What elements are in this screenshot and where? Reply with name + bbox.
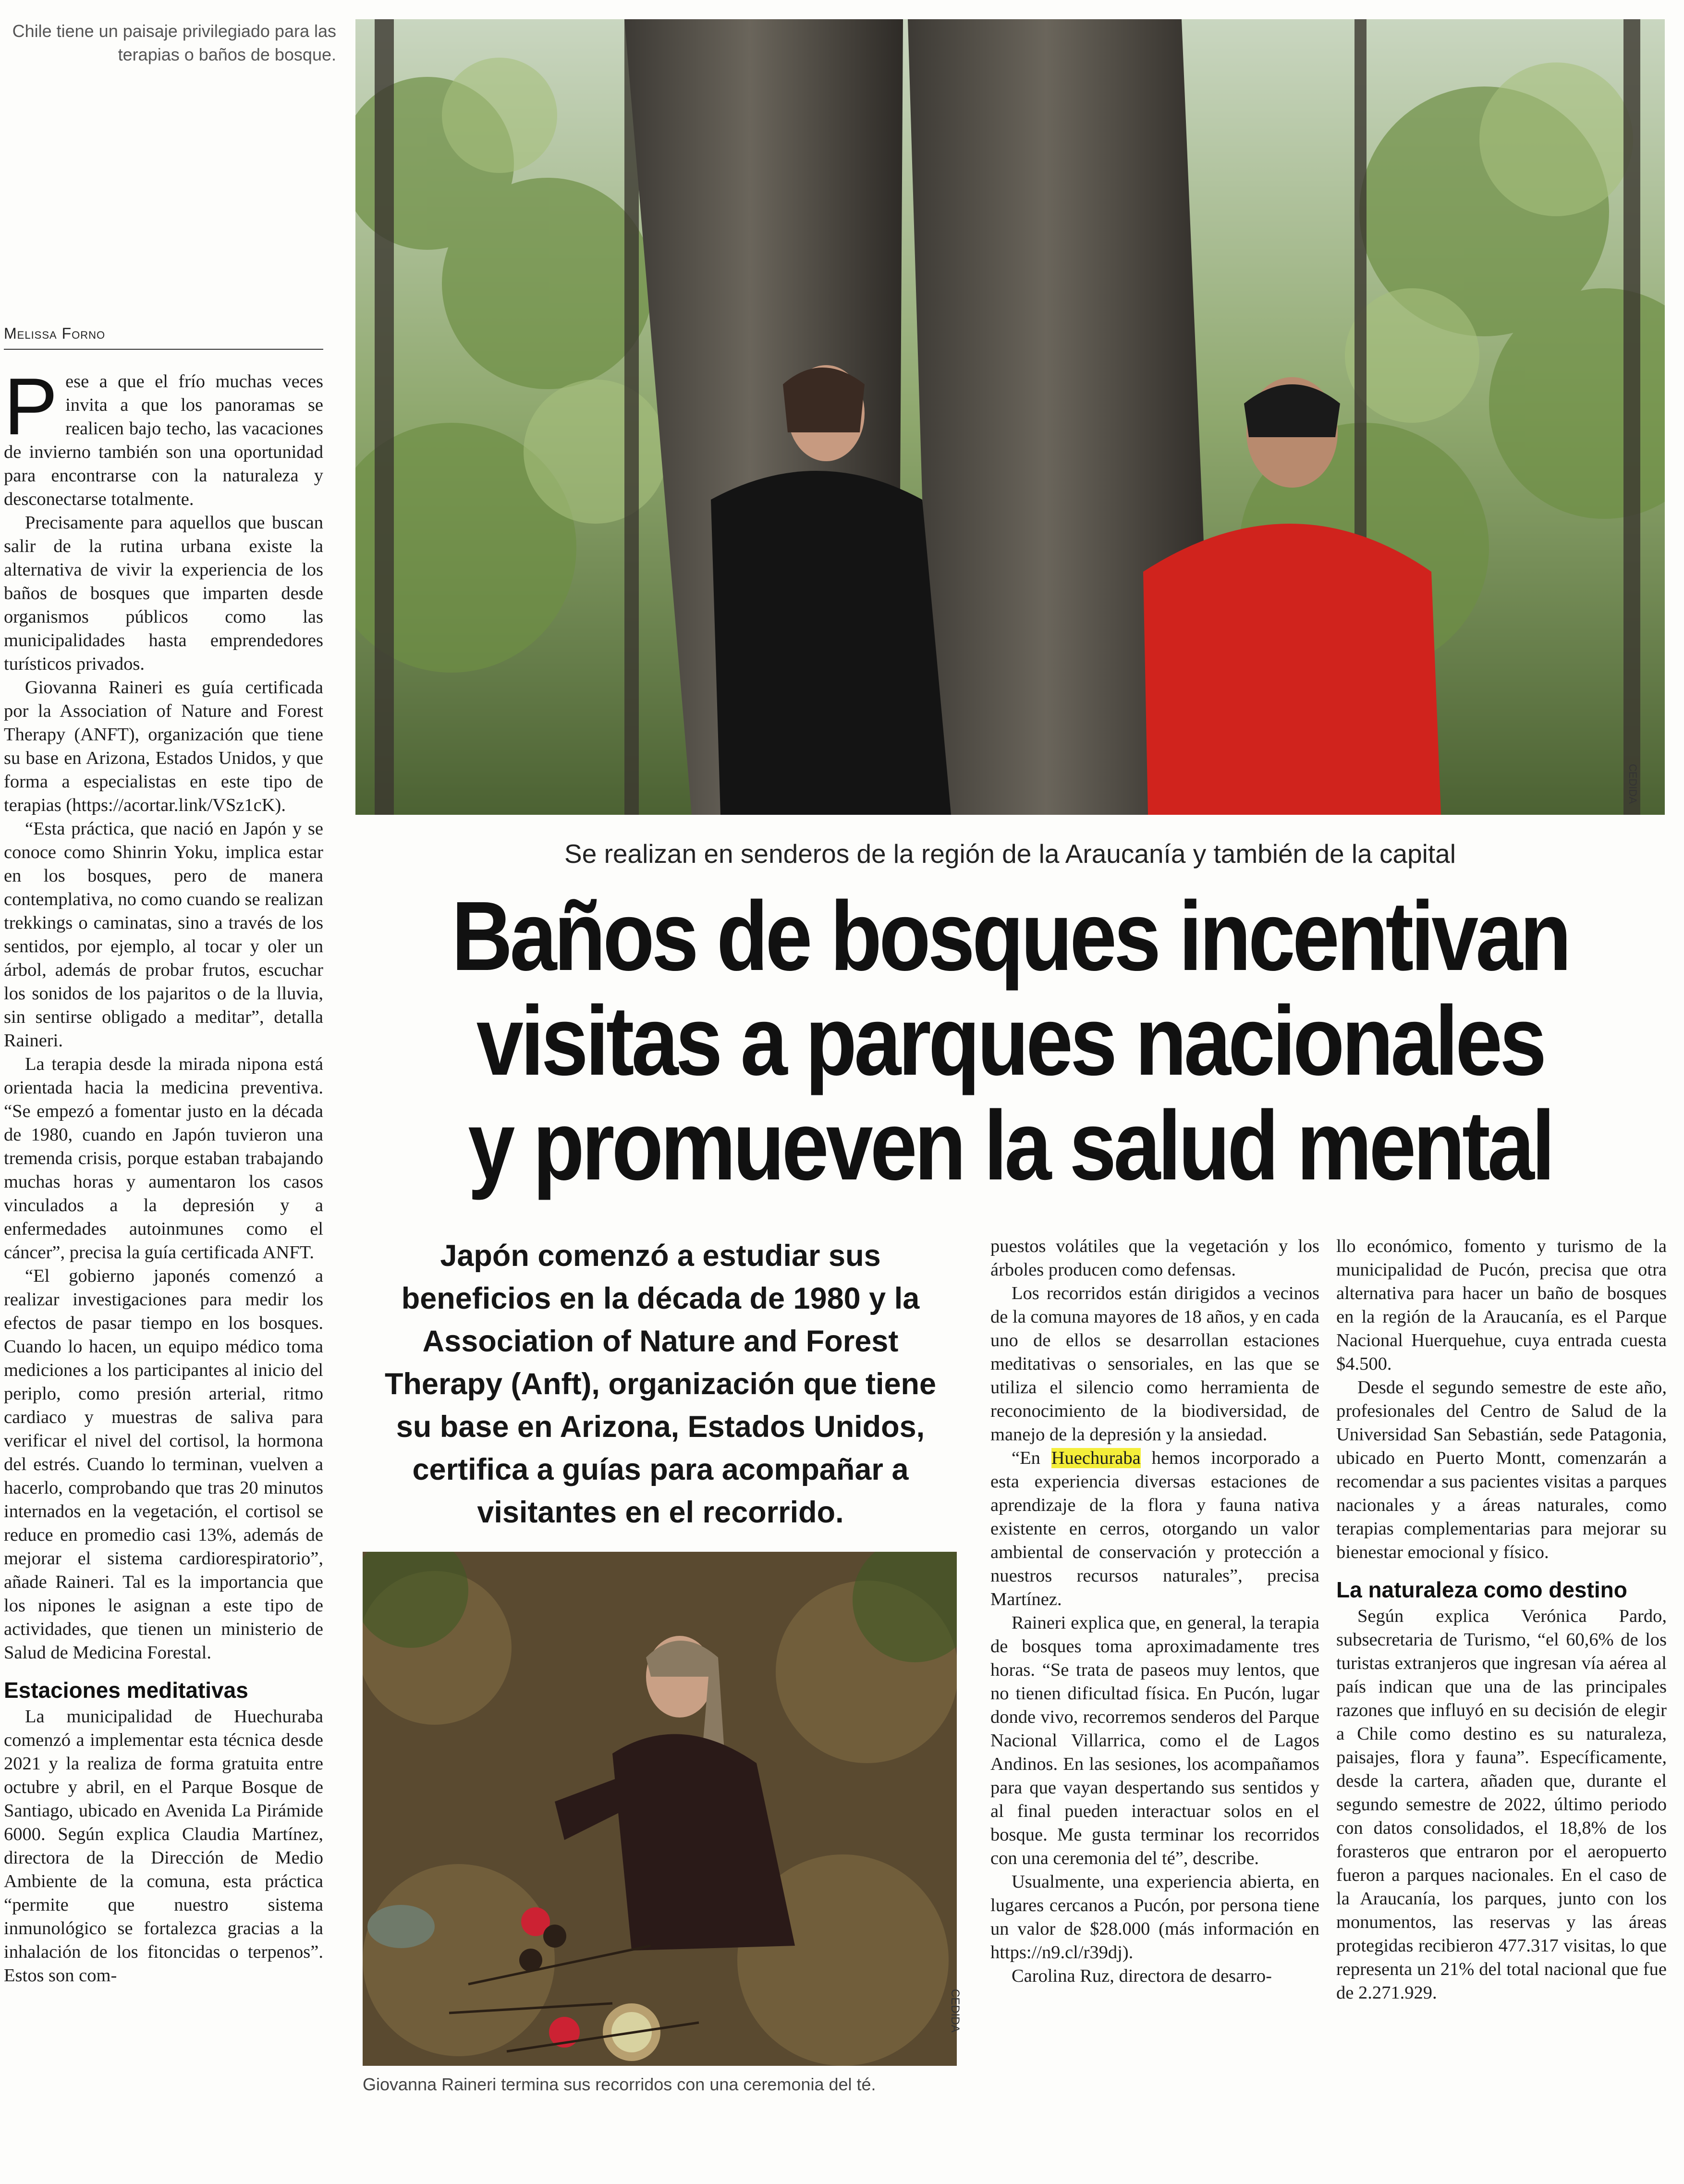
paragraph: Desde el segundo semestre de este año, profesionales del Centro de Salud de la Universidad San Sebastián, sede Patagonia, ubicado en Puerto Montt, comenzarán a recomendar a sus pacientes visitas a parques nacionales y a áreas naturales, como terapias complementarias para mejorar su bienestar emocional y físico.	[1336, 1377, 1667, 1562]
paragraph: Raineri explica que, en general, la terapia de bosques toma aproximadamente tres horas. “Se trata de paseos muy lentos, que no tienen dificultad física. En Pucón, lugar donde vivo, recorremos senderos del Parque Nacional Villarrica, como el de Lagos Andinos. En las sesiones, los acompañamos para que vayan despertando sus sentidos y al final pueden interactuar solos en el bosque. Me gusta terminar los recorridos con una ceremonia del té”, describe.	[990, 1613, 1319, 1868]
paragraph: “El gobierno japonés comenzó a realizar investigaciones para medir los efectos de pasar tiempo en los bosques. Cuando lo hacen, un equipo médico toma mediciones a los participantes al inicio del periplo, como presión arterial, ritmo cardiaco y muestras de saliva para verificar el nivel del cortisol, la hormona del estrés. Cuando lo terminan, vuelven a hacerlo, comprobando que tras 20 minutos internados en la vegetación, el cortisol se reduce en promedio casi 13%, además de mejorar el sistema cardiorespiratorio”, añade Raineri. Tal es la importancia que los nipones le asignan a este tipo de actividades, que tienen un ministerio de Salud de Medicina Forestal.	[4, 1266, 323, 1663]
text: “En	[1012, 1448, 1051, 1468]
tea-ceremony-photo-illustration	[363, 1552, 957, 2066]
byline-name: Melissa Forno	[4, 325, 106, 342]
subheading: Estaciones meditativas	[4, 1678, 248, 1703]
paragraph: Usualmente, una experiencia abierta, en lugares cercanos a Pucón, por persona tiene un valor de $28.000 (más información en https://n9.cl/r39dj).	[990, 1872, 1319, 1963]
paragraph: Los recorridos están dirigidos a vecinos de la comuna mayores de 18 años, y en cada uno de ellos se desarrollan estaciones meditativas o sensoriales, en las que se utiliza el silencio como herramienta de reconocimiento de la biodiversidad, de manejo de la depresión y la ansiedad.	[990, 1283, 1319, 1445]
photo-credit: CEDIDA	[1627, 764, 1639, 804]
photo-caption: Giovanna Raineri termina sus recorridos con una ceremonia del té.	[363, 2074, 876, 2094]
paragraph: Precisamente para aquellos que buscan salir de la rutina urbana existe la alternativa de vivir la experiencia de los baños de bosques que imparten desde organismos públicos como las municipalidades hasta emprendedores turísticos privados.	[4, 513, 323, 674]
paragraph: puestos volátiles que la vegetación y los árboles producen como defensas.	[990, 1236, 1319, 1280]
article-column-4	[1336, 1235, 1667, 2005]
paragraph	[990, 1447, 1319, 1611]
deck: Japón comenzó a estudiar sus beneficios en la década de 1980 y la Association of Nature and Forest Therapy (Anft), organización que tiene su base en Arizona, Estados Unidos, certifica a guías para acompañar a visitantes en el recorrido.	[384, 1239, 937, 1529]
paragraph: Pese a que el frío muchas veces invita a que los panoramas se realicen bajo techo, las vacaciones de invierno también son una oportunidad para encontrarse con la naturaleza y desconectarse totalmente.	[4, 361, 323, 509]
highlighted-text: Huechuraba	[1051, 1448, 1141, 1468]
hero-photo	[355, 19, 1665, 815]
subheading: La naturaleza como destino	[1336, 1577, 1627, 1602]
byline	[4, 325, 323, 350]
paragraph: La terapia desde la mirada nipona está orientada hacia la medicina preventiva. “Se empezó a fomentar justo en la década de 1980, cuando en Japón tuvieron una tremenda crisis, porque estaban trabajando muchas horas y aumentaron los casos vinculados a la depresión y a enfermedades autoinmunes como el cáncer”, precisa la guía certificada ANFT.	[4, 1054, 323, 1263]
photo-caption: Chile tiene un paisaje privilegiado para las terapias o baños de bosque.	[12, 21, 336, 64]
paragraph: “Esta práctica, que nació en Japón y se conoce como Shinrin Yoku, implica estar en los bosques, pero de manera contemplativa, no como cuando se realizan trekkings o caminatas, sino a través de los sentidos, por ejemplo, al tocar y oler un árbol, además de probar frutos, escuchar los sonidos de los pajaritos o de la lluvia, sin sentirse obligado a meditar”, detalla Raineri.	[4, 819, 323, 1051]
kicker: Se realizan en senderos de la región de la Araucanía y también de la capital	[564, 839, 1456, 869]
article-column-1	[4, 361, 323, 1988]
paragraph: Carolina Ruz, directora de desarro-	[1012, 1966, 1272, 1986]
headline: Baños de bosques incentivan visitas a parques nacionales y promueven la salud mental	[452, 881, 1569, 1201]
paragraph: Giovanna Raineri es guía certificada por la Association of Nature and Forest Therapy (ANFT), organización que tiene su base en Arizona, Estados Unidos, y que forma a especialistas en este tipo de terapias (https://acortar.link/VSz1cK).	[4, 677, 323, 815]
photo-credit: CEDIDA	[949, 1989, 962, 2033]
paragraph: La municipalidad de Huechuraba comenzó a implementar esta técnica desde 2021 y la realiza de forma gratuita entre octubre y abril, en el Parque Bosque de Santiago, ubicado en Avenida La Pirámide 6000. Según explica Claudia Martínez, directora de la Dirección de Medio Ambiente de la comuna, esta práctica “permite que nuestro sistema inmunológico se fortalezca gracias a la inhalación de los fitoncidas o terpenos”. Estos son com-	[4, 1706, 323, 1986]
paragraph: llo económico, fomento y turismo de la municipalidad de Pucón, precisa que otra alternativa para hacer un baño de bosques en la región de la Araucanía, es el Parque Nacional Huerquehue, cuya entrada cuesta $4.500.	[1336, 1236, 1667, 1374]
paragraph: Según explica Verónica Pardo, subsecretaria de Turismo, “el 60,6% de los turistas extranjeros que ingresan vía aérea al país indican que una de las principales razones que influyó en su decisión de elegir a Chile como destino es su naturaleza, paisajes, flora y fauna”. Específicamente, desde la cartera, añaden que, durante el segundo semestre de 2022, último periodo con datos consolidados, el 18,8% de los forasteros que entraron por el aeropuerto fueron a parques nacionales. En el caso de la Araucanía, los parques, junto con los monumentos, las reservas y las áreas protegidas recibieron 477.317 visitas, lo que representa un 21% del total nacional que fue de 2.271.929.	[1336, 1606, 1667, 2003]
text: hemos incorporado a esta experiencia diversas estaciones de aprendizaje de la flora y fauna nativa existente en cerros, otorgando un valor ambiental de conservación y protección a nuestros recursos naturales”, precisa Martínez.	[990, 1448, 1320, 1609]
article-column-3	[990, 1235, 1319, 1988]
tea-ceremony-photo	[363, 1552, 957, 2066]
forest-photo-illustration	[355, 19, 1665, 815]
